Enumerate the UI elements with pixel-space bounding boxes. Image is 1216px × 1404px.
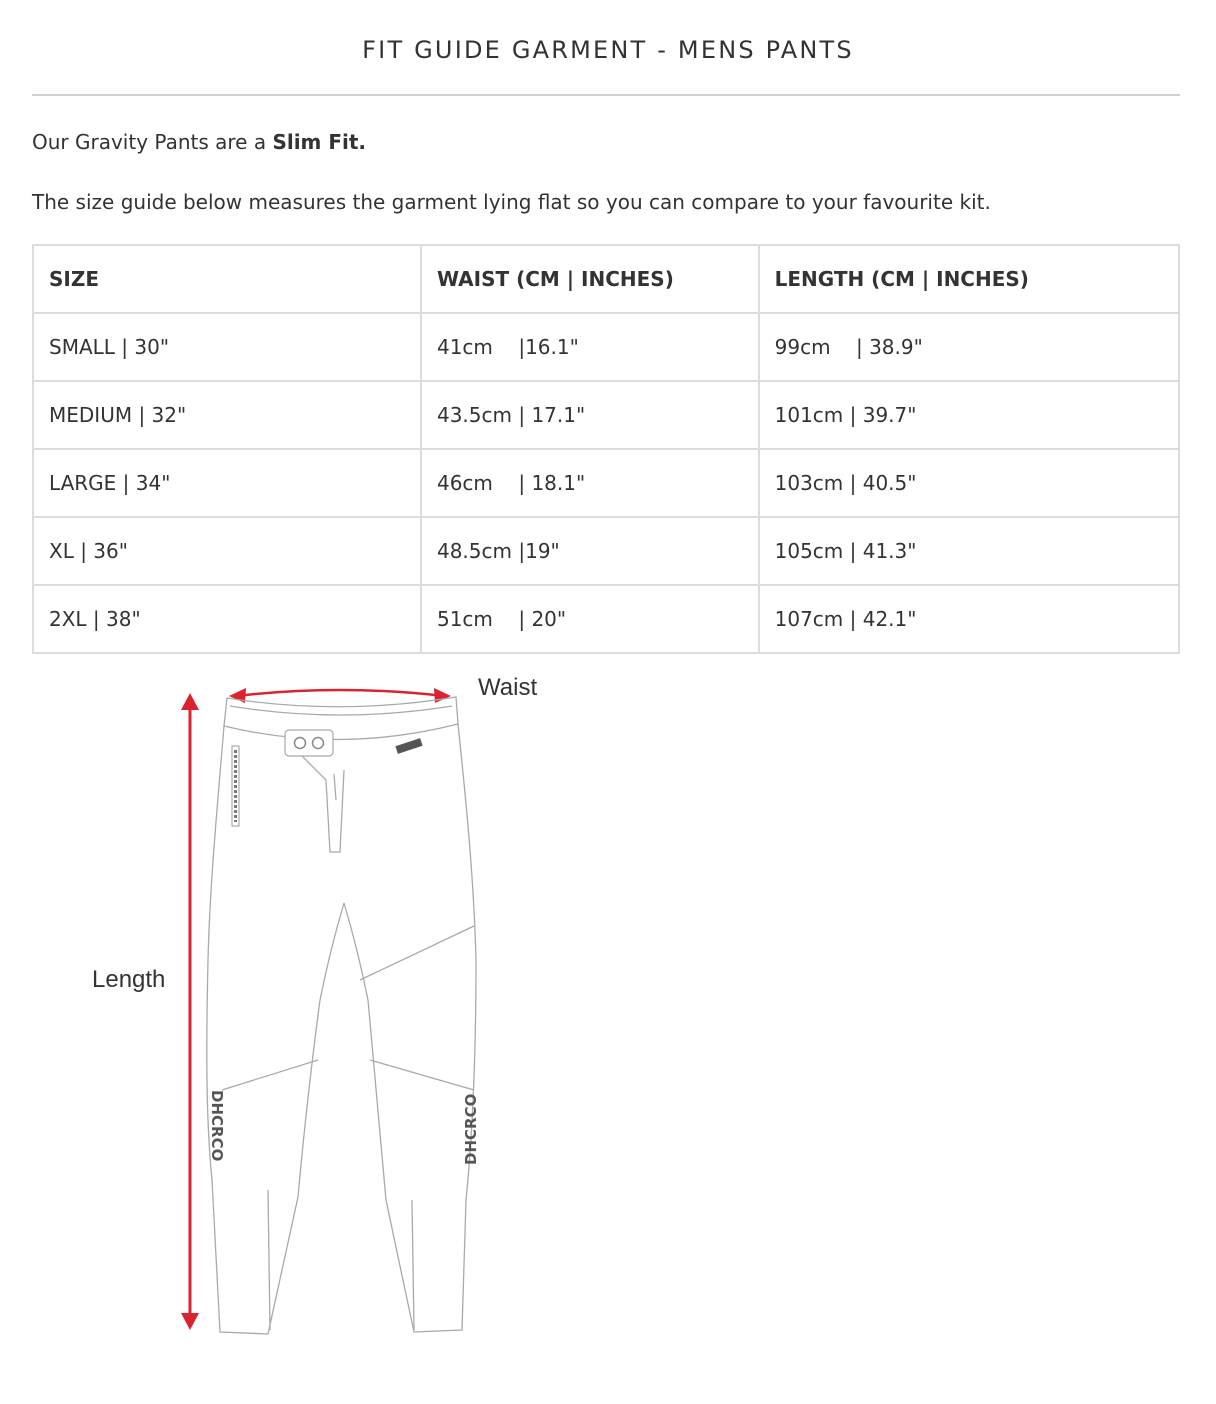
waist-buttons [285,730,333,756]
header-waist: WAIST (CM | INCHES) [421,245,759,313]
header-length: LENGTH (CM | INCHES) [759,245,1179,313]
cell-waist: 48.5cm |19" [421,517,759,585]
fit-intro-text: Our Gravity Pants are a [32,130,273,154]
pants-diagram [80,668,580,1348]
cell-length: 105cm | 41.3" [759,517,1179,585]
title-divider [32,94,1180,96]
fit-type: Slim Fit. [272,130,367,154]
cell-size: SMALL | 30" [33,313,421,381]
cell-length: 103cm | 40.5" [759,449,1179,517]
table-header-row [33,245,1179,313]
cell-size: 2XL | 38" [33,585,421,653]
table-row [33,449,1179,517]
table-row [33,313,1179,381]
cell-length: 107cm | 42.1" [759,585,1179,653]
cell-size: XL | 36" [33,517,421,585]
hip-print [232,746,239,826]
fit-intro [32,130,366,154]
brand-logo-right: DHCRCO [462,1093,480,1165]
table-row [33,517,1179,585]
size-guide-description: The size guide below measures the garment lying flat so you can compare to your favourite kit. [32,190,991,214]
table-row [33,585,1179,653]
page-title: FIT GUIDE GARMENT - MENS PANTS [362,36,854,64]
waist-label: Waist [478,674,538,701]
cell-size: LARGE | 34" [33,449,421,517]
cell-length: 99cm | 38.9" [759,313,1179,381]
cell-waist: 43.5cm | 17.1" [421,381,759,449]
cell-waist: 51cm | 20" [421,585,759,653]
length-arrow [181,693,199,1330]
cell-size: MEDIUM | 32" [33,381,421,449]
cell-waist: 46cm | 18.1" [421,449,759,517]
brand-logo-left: DHCRCO [208,1090,226,1162]
header-size: SIZE [33,245,421,313]
length-label: Length [92,966,166,993]
waist-arrow [229,688,451,703]
brand-tag [395,738,422,754]
cell-length: 101cm | 39.7" [759,381,1179,449]
cell-waist: 41cm |16.1" [421,313,759,381]
size-table [32,244,1180,654]
pants-outline [207,697,476,1334]
table-row [33,381,1179,449]
